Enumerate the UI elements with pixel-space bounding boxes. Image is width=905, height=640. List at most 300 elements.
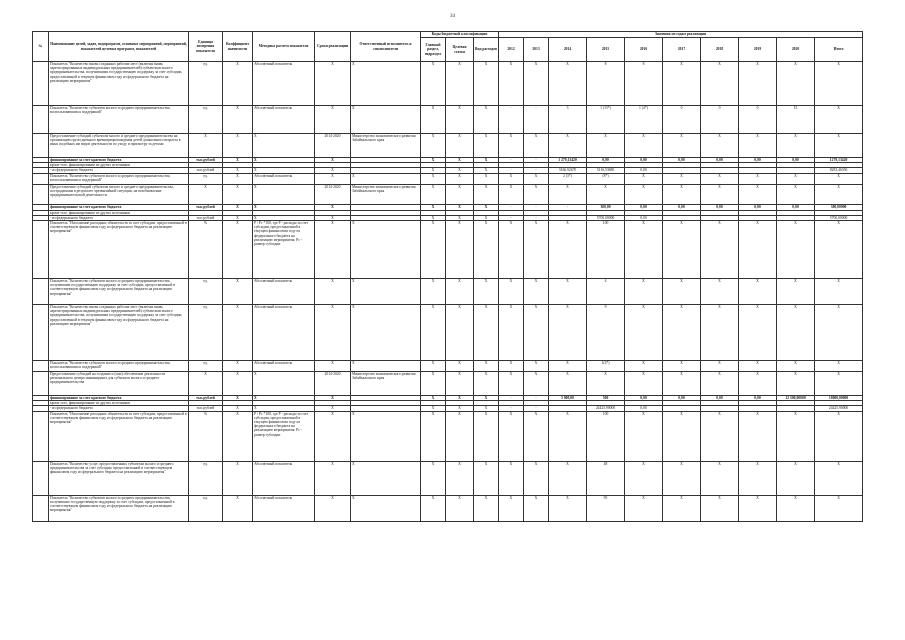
col-header-expense-type: Вид расходов [474,38,499,62]
cell-name: кроме того, финансирование из других источников [49,163,189,168]
cell-2013: Х [524,279,549,305]
col-header-name: Наименование целей, задач, подпрограмм, основных мероприятий, мероприятий, показателей целевых программ, показателей [49,32,189,62]
table-row [33,106,863,134]
cell-2013: Х [524,461,549,495]
cell-2018: Х [701,305,739,361]
cell-2013: Х [524,305,549,361]
cell-expense-type: Х [474,184,499,204]
cell-expense-type: Х [474,361,499,372]
cell-expense-type: Х [474,158,499,163]
cell-section: Х [421,134,446,158]
cell-2016: 0,00 [625,204,663,210]
cell-2013: Х [524,134,549,158]
col-header-unit: Единица измерения показателя [189,32,223,62]
col-header-year: 2019 [739,38,777,62]
cell-article: Х [446,158,474,163]
cell-unit: ед. [189,279,223,305]
col-header-budget-codes: Коды бюджетной классификации [421,32,499,38]
cell-2014: Х [549,411,587,461]
cell-term: Х [315,305,351,361]
cell-2016: Х [625,221,663,279]
cell-article: Х [446,168,474,173]
cell-2013: Х [524,361,549,372]
cell-number [33,173,49,184]
cell-article: Х [446,495,474,521]
cell-name: Показатель "Количество вновь созданных рабочих мест (включая вновь зарегистрированных индивидуальных предпринимателей) субъектами малого предпринимательства, получившими государственную поддержку за счет субсидии, предоставленной в текущем финансовом году из федерального бюджета на реализацию мероприятия" [49,62,189,106]
cell-total: Х [815,221,863,279]
cell-executor: Х [351,461,421,495]
cell-unit: ед. [189,106,223,134]
cell-section: Х [421,361,446,372]
cell-method: Х [253,134,315,158]
cell-2016: 0,00 [625,215,663,220]
cell-2017: Х [663,372,701,396]
cell-unit: Х [189,134,223,158]
cell-coefficient: Х [223,361,253,372]
cell-2015: Х [587,184,625,204]
cell-unit: % [189,411,223,461]
cell-2012: Х [499,62,524,106]
cell-2020: Х [777,461,815,495]
cell-term: 2014-2020 [315,184,351,204]
cell-2018: 0,00 [701,396,739,401]
col-header-year: 2014 [549,38,587,62]
cell-2013: Х [524,184,549,204]
cell-coefficient: Х [223,279,253,305]
cell-2019: Х [739,495,777,521]
cell-2013: Х [524,372,549,396]
cell-coefficient: Х [223,184,253,204]
cell-executor: Министерство экономического развития Забайкальского края [351,372,421,396]
cell-2016: 0,00 [625,396,663,401]
cell-2014: Х [549,372,587,396]
cell-article: Х [446,215,474,220]
cell-number [33,184,49,204]
cell-2020: Х [777,221,815,279]
cell-2012: Х [499,495,524,521]
cell-name: Показатель "Количество вновь созданных рабочих мест (включая вновь зарегистрированных индивидуальных предпринимателей) субъектами малого предпринимательства, получившими государственную поддержку за счет субсидии, предоставленной в текущем финансовом году из федерального бюджета на реализацию мероприятия" [49,305,189,361]
cell-2020: 0,00 [777,158,815,163]
cell-number [33,106,49,134]
cell-2013: - [524,204,549,210]
cell-2012: Х [499,361,524,372]
cell-section: Х [421,396,446,401]
cell-total: Х [815,134,863,158]
cell-2018: Х [701,372,739,396]
cell-unit: ед. [189,173,223,184]
cell-2016: 8 [625,62,663,106]
cell-coefficient: Х [223,106,253,134]
cell-2015: 95 [587,495,625,521]
cell-2015: 4 [587,279,625,305]
cell-name: - из федерального бюджета [49,168,189,173]
cell-2017: Х [663,411,701,461]
table-row [33,279,863,305]
cell-2016: Х [625,495,663,521]
cell-section: Х [421,173,446,184]
cell-term: Х [315,173,351,184]
cell-coefficient: Х [223,221,253,279]
cell-2017: Х [663,495,701,521]
cell-unit: ед. [189,62,223,106]
cell-2017: Х [663,62,701,106]
cell-2016: 0,00 [625,406,663,411]
cell-section: Х [421,406,446,411]
cell-2019: Х [739,461,777,495]
cell-term: Х [315,396,351,401]
cell-section: Х [421,62,446,106]
cell-executor: Х [351,411,421,461]
cell-2018: 0,00 [701,158,739,163]
cell-2019: Х [739,221,777,279]
cell-unit: ед. [189,495,223,521]
cell-2017: 0,00 [663,158,701,163]
cell-2020: Х [777,173,815,184]
cell-executor: Министерство экономического развития Забайкальского края [351,134,421,158]
cell-number [33,372,49,396]
cell-2012: - [499,406,524,411]
cell-executor: Х [351,305,421,361]
cell-2017: 0,00 [663,204,701,210]
cell-total: Х [815,305,863,361]
cell-2017: Х [663,279,701,305]
cell-executor: Х [351,106,421,134]
col-header-year: 2020 [777,38,815,62]
cell-method: Х [253,184,315,204]
cell-unit: тыс.рублей [189,158,223,163]
cell-2018: 0 [701,106,739,134]
cell-2016: Х [625,361,663,372]
cell-executor: Х [351,495,421,521]
cell-expense-type: Х [474,305,499,361]
cell-article: Х [446,184,474,204]
cell-2018: Х [701,134,739,158]
cell-term: Х [315,204,351,210]
cell-method: Абсолютный показатель [253,173,315,184]
cell-article: Х [446,279,474,305]
cell-2019: Х [739,411,777,461]
col-header-term: Сроки реализации [315,32,351,62]
cell-expense-type: Х [474,221,499,279]
cell-2018: Х [701,361,739,372]
table-row [33,411,863,461]
cell-executor: Х [351,361,421,372]
cell-name: - из федерального бюджета [49,215,189,220]
cell-name: Показатель "Исполнение расходных обязательств за счет субсидии, предоставленной в соответствующем финансовом году из федерального бюджета на реализацию мероприятия" [49,411,189,461]
cell-total: Х [815,461,863,495]
cell-coefficient: Х [223,204,253,210]
col-header-coefficient: Коэффициент значимости [223,32,253,62]
cell-method: Абсолютный показатель [253,361,315,372]
cell-2018: Х [701,461,739,495]
cell-coefficient: Х [223,215,253,220]
cell-article: Х [446,134,474,158]
cell-2017: Х [663,221,701,279]
cell-total: Х [815,106,863,134]
cell-2016: 0,00 [625,168,663,173]
cell-method: Абсолютный показатель [253,62,315,106]
cell-term: Х [315,221,351,279]
col-header-year: 2016 [625,38,663,62]
cell-total: Х [815,495,863,521]
cell-2020: Х [777,184,815,204]
cell-unit: тыс.рублей [189,396,223,401]
cell-name: Показатель "Количество субъектов малого и среднего предпринимательства, воспользовавшихся поддержкой" [49,173,189,184]
cell-term: Х [315,361,351,372]
cell-2017: Х [663,461,701,495]
table-row [33,173,863,184]
cell-term: Х [315,279,351,305]
cell-2015: (8*) [587,173,625,184]
page-number: 34 [450,14,455,19]
cell-coefficient: Х [223,168,253,173]
cell-2013: - [524,396,549,401]
cell-method: Р / Рс *100, где Р - расходы за счет субсидии, предоставленной в текущем финансовом году из федерального бюджета на реализацию мероприятия; Рс - размер субсидии [253,411,315,461]
cell-section: Х [421,411,446,461]
cell-number [33,461,49,495]
cell-term: Х [315,495,351,521]
table-row [33,461,863,495]
cell-section: Х [421,184,446,204]
cell-2017: Х [663,134,701,158]
table-row [33,134,863,158]
cell-2017: 0 [663,106,701,134]
cell-article: Х [446,173,474,184]
cell-section: Х [421,495,446,521]
cell-number [33,361,49,372]
cell-name: Показатель "Количество услуг, предоставленных субъектам малого и среднего предпринимательства за счет субсидии, предоставленной в соответствующем финансовом году из федерального бюджета на реализацию мероприятия" [49,461,189,495]
cell-2014: - [549,204,587,210]
cell-2016: 0,00 [625,158,663,163]
cell-coefficient: Х [223,406,253,411]
cell-2015: Х [587,372,625,396]
cell-coefficient: Х [223,411,253,461]
cell-2014: Х [549,221,587,279]
cell-executor: Х [351,279,421,305]
cell-section: Х [421,106,446,134]
program-indicators-table [32,31,863,522]
cell-coefficient: Х [223,62,253,106]
table-header [33,32,863,62]
cell-executor: Х [351,173,421,184]
cell-2018: Х [701,173,739,184]
cell-section: Х [421,221,446,279]
cell-unit: % [189,221,223,279]
cell-term: 2014-2020 [315,372,351,396]
cell-2020: Х [777,134,815,158]
cell-expense-type: Х [474,204,499,210]
cell-2017: Х [663,305,701,361]
table-row [33,361,863,372]
cell-method: Х [253,406,315,411]
cell-total: 300,00000 [815,204,863,210]
cell-method: Х [253,168,315,173]
cell-name: кроме того, финансирование из других источников [49,401,189,406]
cell-method: Абсолютный показатель [253,279,315,305]
cell-term: Х [315,215,351,220]
cell-2012: - [499,158,524,163]
cell-section: Х [421,215,446,220]
cell-total: Х [815,279,863,305]
cell-coefficient: Х [223,495,253,521]
cell-2014: Х [549,495,587,521]
cell-expense-type: Х [474,134,499,158]
cell-total: Х [815,184,863,204]
table-row [33,184,863,204]
cell-2015: 5700,00000 [587,215,625,220]
cell-name: Показатель "Количество субъектов малого и среднего предпринимательства, воспользовавшихся поддержкой" [49,106,189,134]
cell-expense-type: Х [474,411,499,461]
cell-2018: Х [701,62,739,106]
cell-name: Показатель "Количество субъектов малого и среднего предпринимательства, воспользовавшихся поддержкой" [49,361,189,372]
cell-term: 2014-2020 [315,134,351,158]
cell-total: 18000,00000 [815,396,863,401]
cell-2016: Х [625,134,663,158]
cell-expense-type: Х [474,173,499,184]
cell-number [33,411,49,461]
cell-2013: - [524,406,549,411]
cell-2014: Х [549,184,587,204]
cell-2015: Х [587,134,625,158]
table-row [33,372,863,396]
cell-2012: Х [499,372,524,396]
cell-2014: 5 000,00 [549,396,587,401]
cell-2019: Х [739,62,777,106]
cell-total: 8283,46350 [815,168,863,173]
cell-method: Абсолютный показатель [253,461,315,495]
cell-term: Х [315,411,351,461]
cell-article: Х [446,62,474,106]
cell-2012: - [499,204,524,210]
cell-expense-type: Х [474,168,499,173]
cell-expense-type: Х [474,372,499,396]
cell-2012: Х [499,221,524,279]
cell-2018: Х [701,279,739,305]
cell-2014: Х [549,361,587,372]
cell-expense-type: Х [474,279,499,305]
cell-2015: 8 [587,62,625,106]
cell-2020: 15 [777,106,815,134]
cell-method: Х [253,215,315,220]
cell-2018: Х [701,411,739,461]
cell-2017: 0,00 [663,396,701,401]
cell-unit: тыс.рублей [189,168,223,173]
cell-expense-type: Х [474,495,499,521]
cell-executor: Х [351,62,421,106]
cell-2019: 0,00 [739,396,777,401]
cell-2015: 500 [587,396,625,401]
col-header-total: Итого [815,38,863,62]
cell-2013: - [524,106,549,134]
cell-2020: Х [777,279,815,305]
cell-2014: 3166,92670 [549,168,587,173]
cell-2019: Х [739,372,777,396]
cell-2018: Х [701,221,739,279]
cell-coefficient: Х [223,134,253,158]
cell-name: - из федерального бюджета [49,406,189,411]
cell-2012: Х [499,461,524,495]
cell-2013: - [524,168,549,173]
cell-unit: ед. [189,305,223,361]
cell-2015: 1(4*) [587,361,625,372]
cell-2015: 24425,90000 [587,406,625,411]
cell-unit: тыс.рублей [189,215,223,220]
cell-2016: Х [625,279,663,305]
cell-2015: 100 [587,221,625,279]
cell-2016: Х [625,461,663,495]
cell-name: кроме того, финансирование из других источников [49,210,189,215]
cell-2018: 0,00 [701,204,739,210]
cell-number [33,62,49,106]
cell-article: Х [446,204,474,210]
cell-2012: - [499,168,524,173]
cell-number [33,221,49,279]
cell-2014: Х [549,279,587,305]
col-header-year: 2015 [587,38,625,62]
cell-2020: Х [777,372,815,396]
cell-2019: 0,00 [739,158,777,163]
cell-2014: 1 279,13420 [549,158,587,163]
cell-unit: тыс.рублей [189,204,223,210]
cell-2018: Х [701,495,739,521]
cell-section: Х [421,158,446,163]
cell-total: 5700,00000 [815,215,863,220]
cell-expense-type: Х [474,106,499,134]
col-header-year: 2017 [663,38,701,62]
cell-method: Абсолютный показатель [253,305,315,361]
cell-2013: Х [524,62,549,106]
cell-2015: 9 [587,305,625,361]
cell-2020: 12 500,00000 [777,396,815,401]
cell-unit: ед. [189,361,223,372]
cell-name: Показатель "Количество субъектов малого и среднего предпринимательства, получившим государственную поддержку за счет субсидии, предоставленной в соответствующем финансовом году из федерального бюджета на реализацию мероприятия" [49,279,189,305]
col-header-executor: Ответственный исполнитель и соисполнители [351,32,421,62]
cell-article: Х [446,361,474,372]
cell-2020: 0,00 [777,204,815,210]
cell-2016: 1 (4*) [625,106,663,134]
cell-expense-type: Х [474,461,499,495]
cell-section: Х [421,305,446,361]
cell-method: Х [253,396,315,401]
cell-method: Х [253,372,315,396]
cell-2015: 0,00 [587,158,625,163]
cell-2015: 300,00 [587,204,625,210]
cell-2020: Х [777,62,815,106]
cell-method: Абсолютный показатель [253,495,315,521]
cell-total: 24425,90000 [815,406,863,411]
cell-2013: Х [524,221,549,279]
cell-2012: - [499,215,524,220]
col-header-number: № [33,32,49,62]
col-header-method: Методика расчета показателя [253,32,315,62]
cell-number [33,279,49,305]
cell-article: Х [446,305,474,361]
cell-2012: Х [499,279,524,305]
cell-2015: 100 [587,411,625,461]
cell-2014: Х [549,134,587,158]
cell-2017: Х [663,184,701,204]
cell-2014: 3 [549,106,587,134]
cell-2020: Х [777,305,815,361]
cell-coefficient: Х [223,305,253,361]
cell-coefficient: Х [223,372,253,396]
cell-total: Х [815,173,863,184]
cell-2016: Х [625,184,663,204]
cell-number [33,305,49,361]
cell-coefficient: Х [223,158,253,163]
cell-2019: Х [739,279,777,305]
cell-total: Х [815,62,863,106]
